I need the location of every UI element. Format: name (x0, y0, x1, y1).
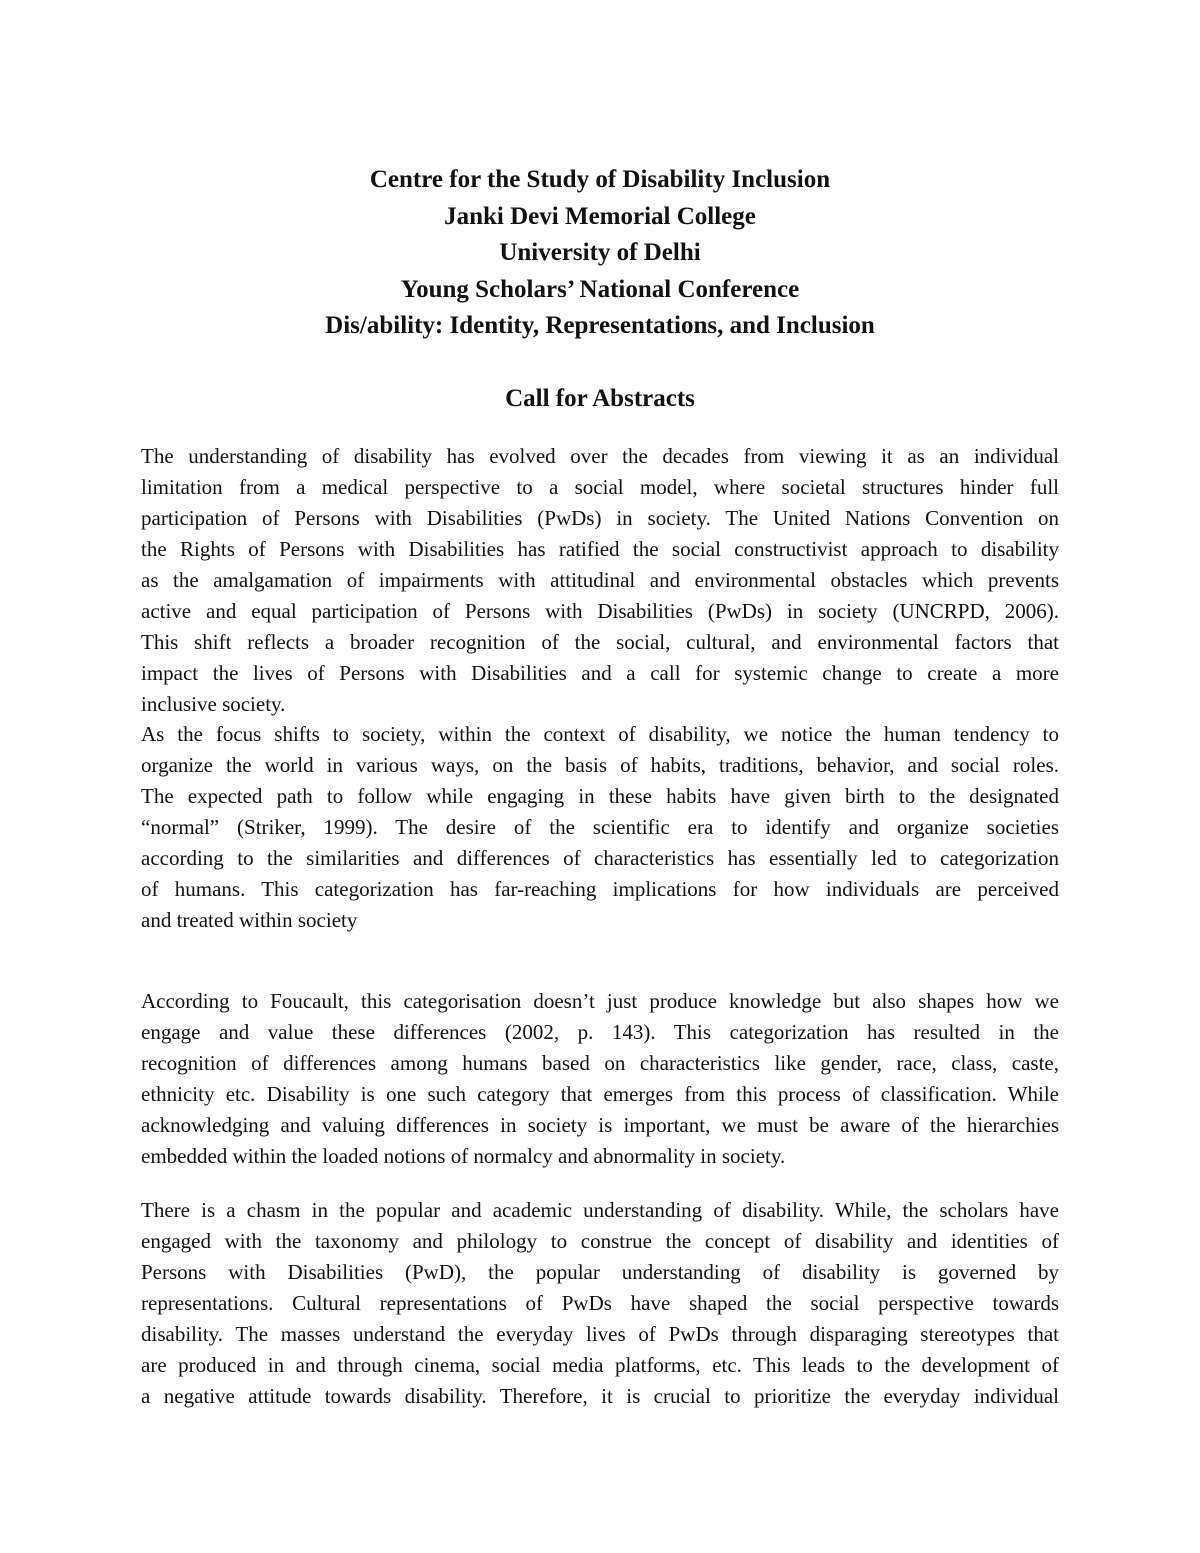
header-conference-name: Young Scholars’ National Conference (400, 275, 800, 303)
paragraph-line: as the amalgamation of impairments with attitudinal and environmental obstacles which prevents (141, 568, 1059, 592)
paragraph-line: There is a chasm in the popular and academic understanding of disability. While, the scholars have (141, 1198, 1059, 1222)
paragraph-3 (141, 986, 1059, 1172)
section-title: Call for Abstracts (505, 385, 695, 412)
paragraph-line: Persons with Disabilities (PwD), the popular understanding of disability is governed by (141, 1260, 1059, 1284)
paragraph-line: recognition of differences among humans based on characteristics like gender, race, class, caste, (141, 1051, 1059, 1075)
paragraph-line: and treated within society (141, 908, 358, 932)
paragraph-line: active and equal participation of Persons with Disabilities (PwDs) in society (UNCRPD, 2006). (141, 599, 1059, 623)
paragraph-line: ethnicity etc. Disability is one such category that emerges from this process of classification. While (141, 1082, 1059, 1106)
paragraph-4 (141, 1195, 1059, 1412)
paragraph-1 (141, 441, 1059, 720)
paragraph-line: according to the similarities and differences of characteristics has essentially led to categorization (141, 846, 1059, 870)
paragraph-line: inclusive society. (141, 692, 286, 716)
paragraph-line: As the focus shifts to society, within the context of disability, we notice the human tendency to (141, 722, 1059, 746)
paragraph-line: participation of Persons with Disabilities (PwDs) in society. The United Nations Convention on (141, 506, 1059, 530)
paragraph-line: engaged with the taxonomy and philology to construe the concept of disability and identities of (141, 1229, 1059, 1253)
paragraph-line: “normal” (Striker, 1999). The desire of the scientific era to identify and organize societies (141, 815, 1059, 839)
paragraph-line: acknowledging and valuing differences in society is important, we must be aware of the hierarchies (141, 1113, 1059, 1137)
paragraph-line: The expected path to follow while engaging in these habits have given birth to the designated (141, 784, 1059, 808)
header-centre-name: Centre for the Study of Disability Inclusion (369, 166, 831, 193)
paragraph-line: According to Foucault, this categorisation doesn’t just produce knowledge but also shapes how we (141, 989, 1059, 1013)
header-conference-theme: Dis/ability: Identity, Representations, and Inclusion (325, 312, 875, 339)
paragraph-line: limitation from a medical perspective to a social model, where societal structures hinder full (141, 475, 1059, 499)
document-header (0, 162, 1200, 345)
header-university-name: University of Delhi (499, 239, 701, 266)
paragraph-line: of humans. This categorization has far-reaching implications for how individuals are perceived (141, 877, 1059, 901)
paragraph-line: representations. Cultural representations of PwDs have shaped the social perspective towards (141, 1291, 1059, 1315)
paragraph-line: This shift reflects a broader recognition of the social, cultural, and environmental factors that (141, 630, 1059, 654)
paragraph-line: engage and value these differences (2002, p. 143). This categorization has resulted in the (141, 1020, 1059, 1044)
paragraph-line: the Rights of Persons with Disabilities has ratified the social constructivist approach to disability (141, 537, 1059, 561)
header-college-name: Janki Devi Memorial College (444, 202, 756, 230)
paragraph-line: a negative attitude towards disability. Therefore, it is crucial to prioritize the everyday individual (141, 1384, 1059, 1408)
paragraph-line: impact the lives of Persons with Disabilities and a call for systemic change to create a more (141, 661, 1059, 685)
paragraph-line: organize the world in various ways, on the basis of habits, traditions, behavior, and social roles. (141, 753, 1059, 777)
paragraph-2 (141, 719, 1059, 936)
paragraph-line: embedded within the loaded notions of normalcy and abnormality in society. (141, 1144, 786, 1168)
paragraph-line: The understanding of disability has evolved over the decades from viewing it as an individual (141, 444, 1059, 468)
paragraph-line: disability. The masses understand the everyday lives of PwDs through disparaging stereotypes that (141, 1322, 1059, 1346)
paragraph-line: are produced in and through cinema, social media platforms, etc. This leads to the development of (141, 1353, 1059, 1377)
